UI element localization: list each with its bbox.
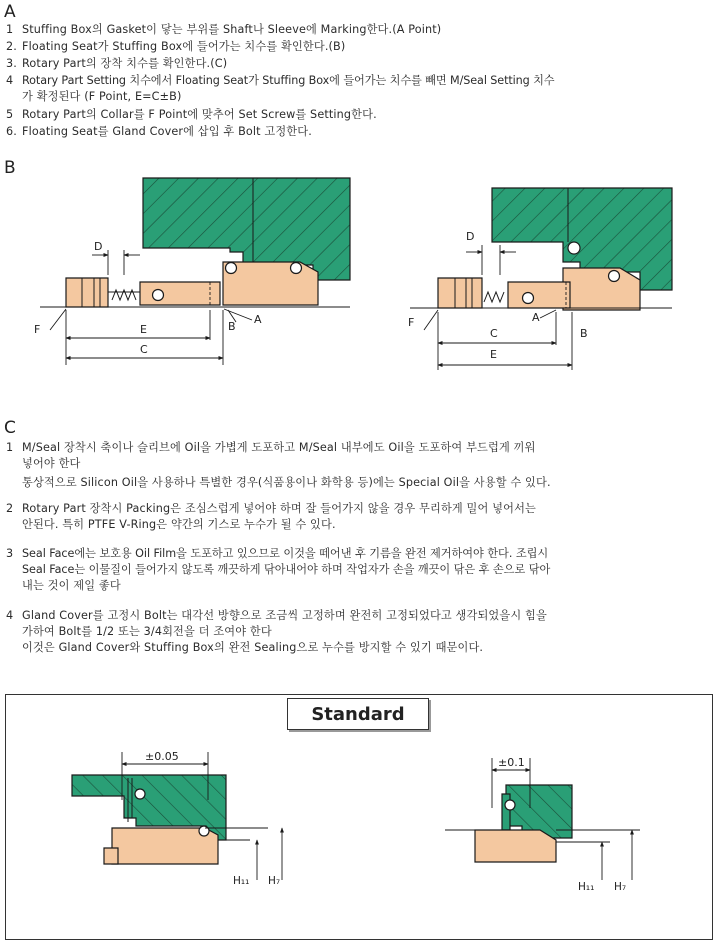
o-ring-icon — [609, 271, 620, 282]
h7-label: H₇ — [614, 881, 627, 893]
o-ring-icon — [291, 263, 302, 274]
standard-title: Standard — [287, 698, 429, 730]
label-e: E — [490, 348, 497, 361]
rotary-ring-shape — [508, 282, 570, 308]
o-ring-icon — [568, 242, 580, 254]
label-a: A — [254, 313, 262, 326]
label-f: F — [408, 316, 415, 329]
label-b: B — [228, 320, 236, 333]
section-b-heading: B — [4, 158, 16, 178]
floating-seat-shape — [223, 262, 318, 305]
h7-label: H₇ — [268, 875, 281, 887]
collar-shape — [438, 278, 482, 308]
diagram-b-right — [410, 188, 672, 370]
collar-shape — [66, 278, 108, 307]
floating-seat-shape — [563, 268, 640, 310]
o-ring-icon — [153, 290, 164, 301]
section-c-heading: C — [4, 418, 16, 438]
label-c: C — [140, 343, 148, 356]
h11-label: H₁₁ — [233, 875, 250, 887]
tolerance-label: ±0.1 — [498, 756, 525, 769]
tolerance-label: ±0.05 — [145, 750, 179, 763]
o-ring-icon — [226, 263, 237, 274]
label-f: F — [34, 323, 41, 336]
h11-label: H₁₁ — [578, 881, 595, 893]
label-d: D — [466, 230, 475, 243]
label-a: A — [532, 311, 540, 324]
o-ring-icon — [523, 293, 534, 304]
section-a-heading: A — [4, 2, 16, 22]
label-c: C — [490, 327, 498, 340]
label-e: E — [140, 323, 147, 336]
label-b: B — [580, 327, 588, 340]
diagram-b-left — [40, 178, 350, 365]
standard-panel — [5, 694, 713, 940]
rotary-ring-shape — [140, 282, 220, 305]
label-d: D — [94, 240, 103, 253]
spring-icon — [484, 292, 504, 302]
